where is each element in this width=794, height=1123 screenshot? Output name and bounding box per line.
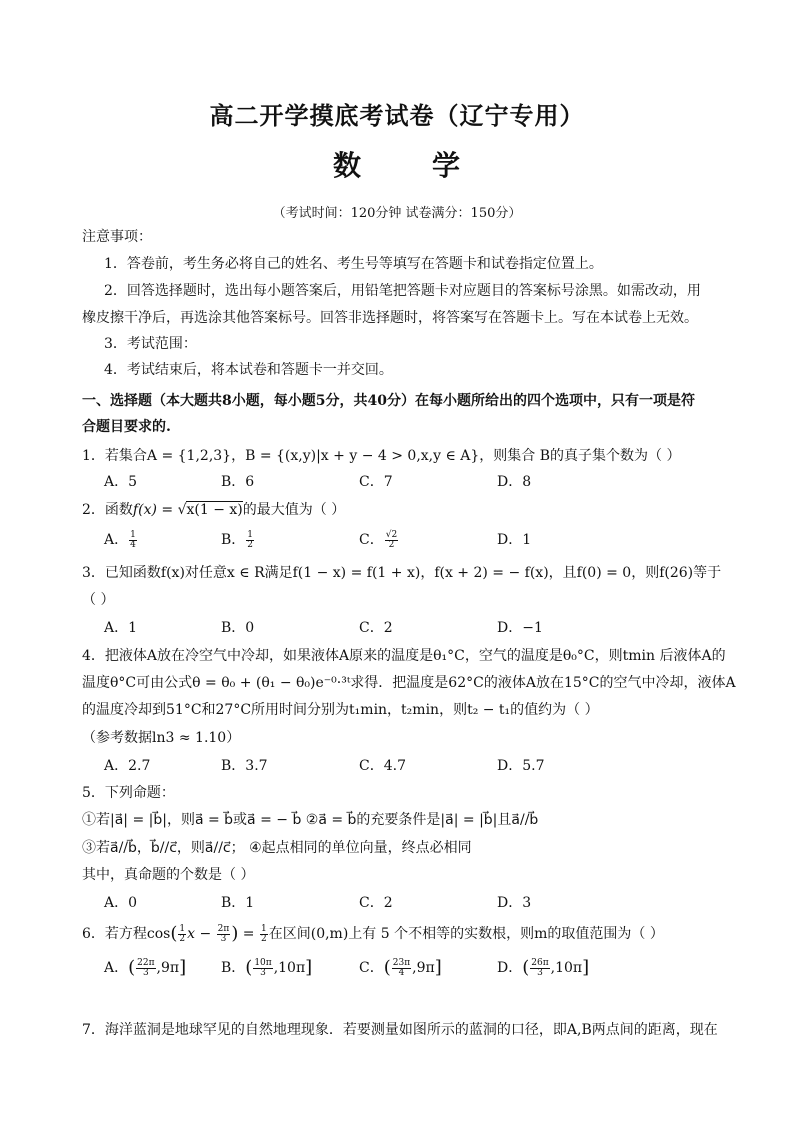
sqrt-icon: √ <box>177 502 187 518</box>
q2-option-d[interactable]: D．1 <box>497 532 532 548</box>
q4-stem-line-2: 温度θ°C可由公式θ = θ₀ + (θ₁ − θ₀)e⁻⁰·³ᵗ求得．把温度是62°C的液体A放在15°C的空气中冷却，液体A <box>82 675 736 691</box>
q5-propositions-1: ①若|a⃗| = |b⃗|，则a⃗ = b⃗或a⃗ = − b⃗ ②a⃗ = b⃗的充要条件是|a⃗| = |b⃗|且a⃗//b⃗ <box>82 812 539 828</box>
note-4: 4．考试结束后，将本试卷和答题卡一并交回。 <box>104 362 393 378</box>
q5-stem: 5．下列命题： <box>82 785 175 801</box>
notes-heading: 注意事项： <box>82 229 152 245</box>
q2-function: f(x) = <box>132 502 178 518</box>
q3-option-a[interactable]: A．1 <box>104 620 138 636</box>
q4-option-b[interactable]: B．3.7 <box>221 758 268 774</box>
q2-stem-prefix: 2．函数 <box>82 502 133 518</box>
exam-title: 高二开学摸底考试卷（辽宁专用） <box>209 101 585 130</box>
q1-option-d[interactable]: D．8 <box>497 474 532 490</box>
q5-propositions-2: ③若a⃗//b⃗，b⃗//c⃗，则a⃗//c⃗； ④起点相同的单位向量，终点必相同 <box>82 840 472 856</box>
q1-option-b[interactable]: B．6 <box>221 474 255 490</box>
q3-stem-cont: （ ） <box>82 592 115 608</box>
note-3: 3．考试范围： <box>104 336 197 352</box>
q2-option-c[interactable]: C． $\frac{√2}{2}$ <box>359 529 398 550</box>
q3-option-c[interactable]: C．2 <box>359 620 393 636</box>
section-1-heading-cont: 合题目要求的. <box>82 419 171 435</box>
subject-char-1: 数 <box>332 149 362 182</box>
note-2-cont: 橡皮擦干净后，再选涂其他答案标号。回答非选择题时，将答案写在答题卡上。写在本试卷上无效。 <box>82 310 698 326</box>
q2-stem <box>82 500 714 520</box>
q2-stem-suffix: 的最大值为（ ） <box>242 502 346 518</box>
q6-option-c[interactable]: C．( $\frac{23\pi}{4}$ ,9π] <box>359 957 442 978</box>
subject-char-2: 学 <box>432 149 462 182</box>
q6-option-d[interactable]: D．( $\frac{26\pi}{3}$ ,10π] <box>497 957 590 978</box>
subject-title <box>0 144 794 184</box>
q4-option-c[interactable]: C．4.7 <box>359 758 406 774</box>
q2-option-a[interactable]: A． $\frac{1}{4}$ <box>104 529 136 550</box>
q5-option-c[interactable]: C．2 <box>359 895 393 911</box>
q6-stem-prefix: 6．若方程cos <box>82 926 171 942</box>
q5-option-a[interactable]: A．0 <box>104 895 138 911</box>
q4-reference: （参考数据ln3 ≈ 1.10） <box>82 730 241 746</box>
q6-option-a[interactable]: A．( $\frac{22\pi}{3}$ ,9π] <box>104 957 187 978</box>
q7-stem: 7．海洋蓝洞是地球罕见的自然地理现象．若要测量如图所示的蓝洞的口径，即A,B两点间的距离，现在 <box>82 1022 718 1038</box>
q2-radicand: x(1 − x) <box>186 502 243 518</box>
q3-option-b[interactable]: B．0 <box>221 620 255 636</box>
q4-stem-line-1: 4．把液体A放在冷空气中冷却，如果液体A原来的温度是θ₁°C，空气的温度是θ₀°C，则tmin 后液体A的 <box>82 648 726 664</box>
q4-option-d[interactable]: D．5.7 <box>497 758 545 774</box>
q6-stem: 6．若方程cos( $\frac{1}{2}$ x − $\frac{2\pi}{3}$ ) = $\frac{1}{2}$ 在区间(0,m)上有 5 个不相等的实数根，则m的取值范围为（ ） <box>82 923 664 944</box>
q3-option-d[interactable]: D．−1 <box>497 620 543 636</box>
q6-option-b[interactable]: B．( $\frac{10\pi}{3}$ ,10π] <box>221 957 313 978</box>
q1-option-a[interactable]: A．5 <box>104 474 138 490</box>
q4-stem-line-3: 的温度冷却到51°C和27°C所用时间分别为t₁min，t₂min，则t₂ − t₁的值约为（ ） <box>82 702 599 718</box>
q5-option-b[interactable]: B．1 <box>221 895 255 911</box>
q5-option-d[interactable]: D．3 <box>497 895 532 911</box>
note-1: 1．答卷前，考生务必将自己的姓名、考生号等填写在答题卡和试卷指定位置上。 <box>104 256 603 272</box>
q1-stem: 1．若集合A = {1,2,3}，B = {(x,y)|x + y − 4 > 0,x,y ∈ A}，则集合 B的真子集个数为（ ） <box>82 448 681 464</box>
q5-question: 其中，真命题的个数是（ ） <box>82 867 255 883</box>
exam-info: （考试时间：120分钟 试卷满分：150分） <box>272 206 522 221</box>
q6-stem-suffix: 在区间(0,m)上有 5 个不相等的实数根，则m的取值范围为（ ） <box>268 926 664 942</box>
q2-option-b[interactable]: B． $\frac{1}{2}$ <box>221 529 254 550</box>
note-2: 2．回答选择题时，选出每小题答案后，用铅笔把答题卡对应题目的答案标号涂黑。如需改动，用 <box>104 283 701 299</box>
q4-option-a[interactable]: A．2.7 <box>104 758 151 774</box>
section-1-heading: 一、选择题（本大题共8小题，每小题5分，共40分）在每小题所给出的四个选项中，只有一项是符 <box>82 393 695 409</box>
q1-option-c[interactable]: C．7 <box>359 474 393 490</box>
q3-stem: 3．已知函数f(x)对任意x ∈ R满足f(1 − x) = f(1 + x)，f(x + 2) = − f(x)，且f(0) = 0，则f(26)等于 <box>82 565 722 581</box>
